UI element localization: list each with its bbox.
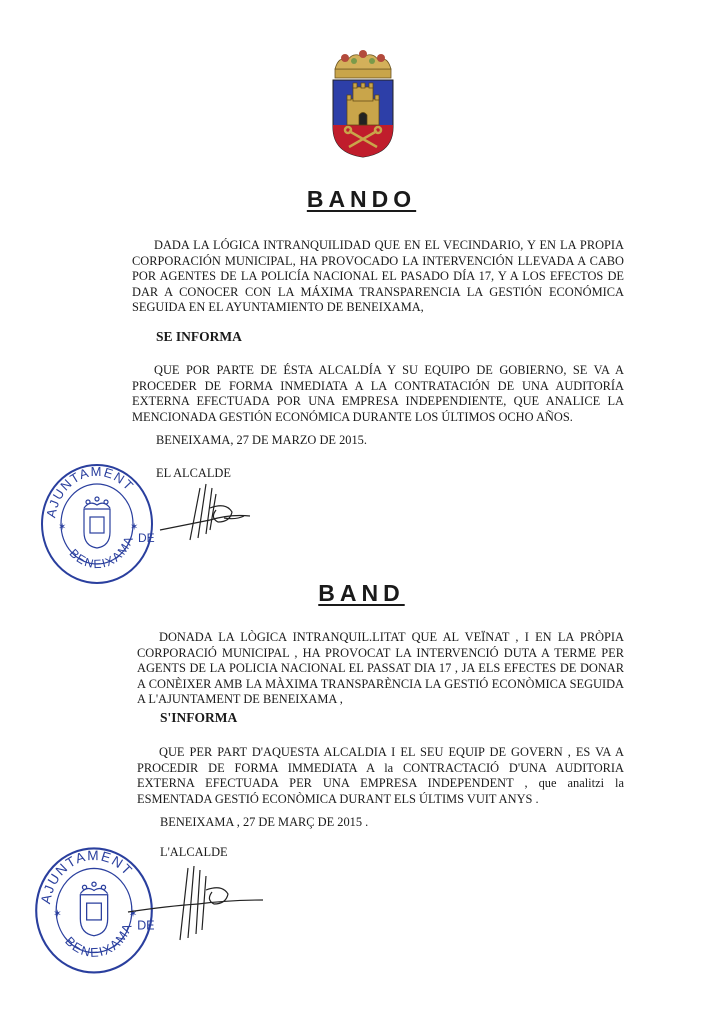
bando-signatory: EL ALCALDE [156, 466, 231, 480]
svg-text:✶: ✶ [58, 522, 67, 533]
s-informa-heading: S'INFORMA [160, 710, 238, 725]
mayor-signature [140, 478, 260, 558]
coat-of-arms [323, 47, 403, 161]
bando-intro-paragraph: DADA LA LÓGICA INTRANQUILIDAD QUE EN EL VECINDARIO, Y EN LA PROPIA CORPORACIÓN MUNICIPAL, HA PROVOCADO LA INTERVENCIÓN LLEVADA A CABO POR AGENTES DE LA POLICÍA NACIONAL EL PASADO DÍA 17, Y A LOS EFECTOS DE DAR A CONOCER CON LA MÁXIMA TRANSPARENCIA LA GESTIÓN ECONÓMICA SEGUIDA EN EL AYUNTAMIENTO DE BENEIXAMA, [132, 238, 624, 314]
mayor-signature [118, 860, 268, 950]
seal-crest-icon [80, 882, 107, 936]
band-body-paragraph: QUE PER PART D'AQUESTA ALCALDIA I EL SEU EQUIP DE GOVERN , ES VA A PROCEDIR DE FORMA IMMEDIATA A la CONTRACTACIÓ D'UNA AUDITORIA EXTERNA EFECTUADA PER UNA EMPRESA INDEPENDENT , que analitzi la ESMENTADA GESTIÓ ECONÒMICA DURANT ELS ÚLTIMS VUIT ANYS . [137, 745, 624, 806]
seal-crest-icon [84, 497, 110, 548]
svg-text:AJUNTAMENT: AJUNTAMENT [43, 463, 138, 519]
svg-text:AJUNTAMENT: AJUNTAMENT [38, 847, 136, 906]
band-intro-paragraph: DONADA LA LÒGICA INTRANQUIL.LITAT QUE AL VEÏNAT , I EN LA PRÒPIA CORPORACIÓ MUNICIPAL , HA PROVOCAT LA INTERVENCIÓ DUTA A TERME PER AGENTS DE LA POLICIA NACIONAL EL PASSAT DIA 17 , JA ELS EFECTES DE DONAR A CONÈIXER AMB LA MÀXIMA TRANSPARÈNCIA LA GESTIÓ ECONÒMICA SEGUIDA A L'AJUNTAMENT DE BENEIXAMA , [137, 630, 624, 706]
svg-text:BENEIXAMA: BENEIXAMA [62, 920, 136, 960]
svg-text:DE: DE [138, 531, 155, 545]
bando-body-paragraph: QUE POR PARTE DE ÉSTA ALCALDÍA Y SU EQUIPO DE GOBIERNO, SE VA A PROCEDER DE FORMA INMEDIATA A LA CONTRATACIÓN DE UNA AUDITORÍA EXTERNA EFECTUADA POR UNA EMPRESA INDEPENDIENTE, QUE ANALICE LA MENCIONADA GESTIÓN ECONÓMICA DURANTE LOS ÚLTIMOS OCHO AÑOS. [132, 363, 624, 424]
bando-title: BANDO [306, 186, 417, 212]
svg-text:DE: DE [137, 918, 155, 933]
band-place-date: BENEIXAMA , 27 DE MARÇ DE 2015 . [160, 815, 369, 829]
svg-text:✶: ✶ [128, 908, 138, 920]
svg-text:BENEIXAMA: BENEIXAMA [66, 533, 137, 572]
crown-icon [335, 50, 391, 78]
bando-place-date: BENEIXAMA, 27 DE MARZO DE 2015. [156, 433, 367, 447]
band-signatory: L'ALCALDE [160, 845, 228, 859]
svg-text:✶: ✶ [53, 908, 62, 920]
official-seal [38, 462, 156, 587]
band-title: BAND [318, 580, 405, 606]
svg-text:✶: ✶ [130, 522, 139, 533]
se-informa-heading: SE INFORMA [156, 329, 242, 344]
